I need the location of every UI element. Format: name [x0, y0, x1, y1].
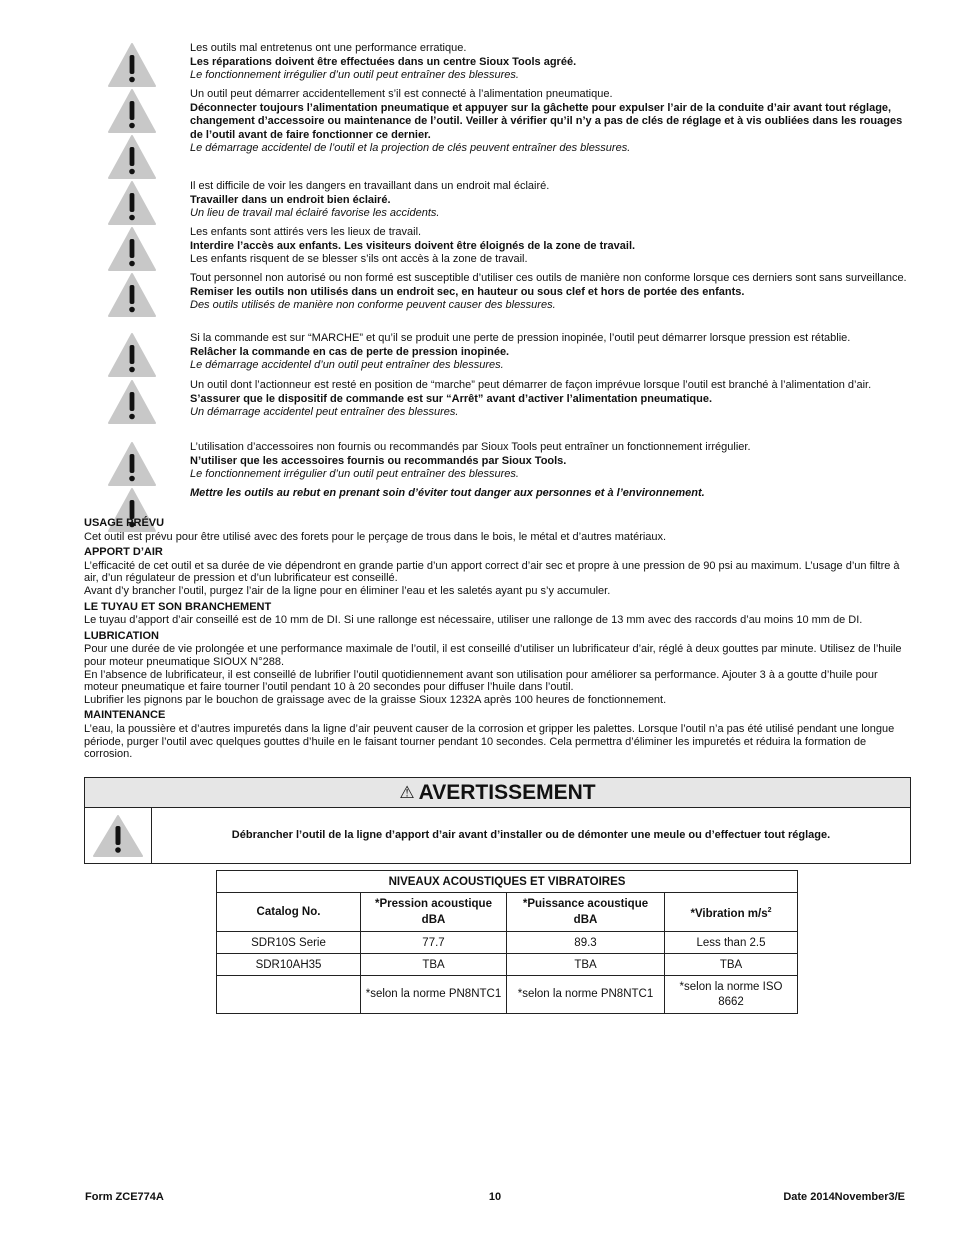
warning-item — [106, 226, 912, 272]
warning-item — [106, 441, 912, 487]
table-title: NIVEAUX ACOUSTIQUES ET VIBRATOIRES — [217, 871, 798, 893]
avertissement-title: AVERTISSEMENT — [418, 780, 596, 804]
section-heading: MAINTENANCE — [84, 709, 166, 722]
footer-date: Date 2014November3/E — [783, 1191, 905, 1203]
table-cell: *selon la norme ISO 8662 — [665, 976, 798, 1014]
warning-line: Mettre les outils au rebut en prenant soin d’éviter tout danger aux personnes et à l’environnement. — [190, 487, 705, 499]
section-paragraph: Cet outil est prévu pour être utilisé avec des forets pour le perçage de trous dans le bois, le métal et d’autres matériaux. — [84, 530, 667, 543]
section-paragraph: En l’absence de lubrificateur, il est conseillé de lubrifier l’outil quotidiennement avant son utilisation pour améliorer sa performance. Ajouter 3 à a goutte d’huile pour moteur pneumatique et faire tourner l’outil pendant 10 à 20 secondes pour diffuser l’huile dans l’outil. — [84, 668, 878, 694]
caution-icon — [106, 226, 158, 272]
warning-line: Le fonctionnement irrégulier d’un outil peut entraîner des blessures. — [190, 69, 519, 82]
caution-icon — [106, 42, 158, 88]
sound-vibration-table — [216, 870, 798, 1014]
warning-line: Relâcher la commande en cas de perte de pression inopinée. — [190, 345, 510, 358]
warning-line: Un lieu de travail mal éclairé favorise les accidents. — [190, 207, 440, 220]
footer-form: Form ZCE774A — [85, 1191, 164, 1203]
table-cell: TBA — [361, 954, 507, 976]
table-cell: SDR10S Serie — [217, 932, 361, 954]
caution-icon — [106, 379, 158, 425]
warning-line: Le fonctionnement irrégulier d’un outil peut entraîner des blessures. — [190, 468, 519, 481]
warning-line: Le démarrage accidentel d’un outil peut entraîner des blessures. — [190, 359, 504, 372]
table-cell: *selon la norme PN8NTC1 — [507, 976, 665, 1014]
warning-line: Des outils utilisés de manière non conforme peuvent causer des blessures. — [190, 299, 556, 312]
warning-item — [106, 272, 912, 332]
avertissement-header — [85, 778, 910, 808]
warning-line: Un démarrage accidentel peut entraîner des blessures. — [190, 406, 459, 419]
caution-icon — [106, 88, 158, 180]
warning-item — [106, 88, 912, 180]
warning-line: Remiser les outils non utilisés dans un endroit sec, en hauteur ou sous clef et hors de portée des enfants. — [190, 285, 745, 298]
section-paragraph: Avant d’y brancher l’outil, purgez l’air de la ligne pour en éliminer l’eau et les saletés ayant pu s’y accumuler. — [84, 584, 611, 597]
section-heading: LUBRICATION — [84, 629, 159, 642]
section-heading: LE TUYAU ET SON BRANCHEMENT — [84, 600, 272, 613]
warning-line: S’assurer que le dispositif de commande est sur “Arrêt” avant d’activer l’alimentation pneumatique. — [190, 392, 713, 405]
section-paragraph: Pour une durée de vie prolongée et une performance maximale de l’outil, il est conseillé d’utiliser un lubrificateur d’air, réglé à deux gouttes par minute. Utilisez de l’huile pour moteur pneumatique SIOUX N°288. — [84, 643, 902, 668]
caution-icon — [85, 808, 152, 863]
table-cell: TBA — [507, 954, 665, 976]
warning-line: Un outil dont l’actionneur est resté en position de “marche” peut démarrer de façon imprévue lorsque l’outil est branché à l’alimentation d’air. — [190, 379, 872, 391]
table-row — [217, 932, 798, 954]
caution-icon — [106, 441, 158, 487]
caution-icon — [106, 332, 158, 378]
warning-line: Si la commande est sur “MARCHE” et qu’il se produit une perte de pression inopinée, l’outil peut démarrer lorsque pression est rétablie. — [190, 332, 851, 344]
warning-item — [106, 42, 912, 88]
warning-line: Travailler dans un endroit bien éclairé. — [190, 193, 391, 206]
section-paragraph: Le tuyau d’apport d’air conseillé est de 10 mm de DI. Si une rallonge est nécessaire, utiliser une rallonge de 13 mm avec des raccords d’au moins 10 mm de DI. — [84, 614, 863, 627]
section-paragraph: L’efficacité de cet outil et sa durée de vie dépendront en grande partie d’un apport correct d’air sec et propre à une pression de 90 psi au maximum. L’usage d’un filtre à air, d’un régulateur de pression et d’un lubrificateur est conseillé. — [84, 559, 900, 585]
warning-line: Les outils mal entretenus ont une performance erratique. — [190, 42, 467, 54]
warning-line: Les réparations doivent être effectuées dans un centre Sioux Tools agréé. — [190, 55, 577, 68]
warning-line: Interdire l’accès aux enfants. Les visiteurs doivent être éloignés de la zone de travail. — [190, 239, 636, 252]
footer-page-number: 10 — [488, 1191, 502, 1203]
table-cell: Less than 2.5 — [665, 932, 798, 954]
warning-line: Tout personnel non autorisé ou non formé est susceptible d’utiliser ces outils de manière non conforme lorsque ces derniers sont sans surveillance. — [190, 272, 907, 284]
table-row — [217, 954, 798, 976]
table-cell: SDR10AH35 — [217, 954, 361, 976]
warning-line: Les enfants risquent de se blesser s’ils ont accès à la zone de travail. — [190, 253, 528, 266]
section-paragraph: Lubrifier les pignons par le bouchon de graissage avec de la graisse Sioux 1232A après 100 heures de fonctionnement. — [84, 693, 667, 706]
caution-icon — [106, 180, 158, 226]
col-header-catalog: Catalog No. — [217, 893, 361, 932]
warning-line: N’utiliser que les accessoires fournis ou recommandés par Sioux Tools. — [190, 454, 567, 467]
col-header-puissance: *Puissance acoustique dBA — [507, 893, 665, 932]
avertissement-box — [84, 777, 911, 864]
warning-line: Le démarrage accidentel de l’outil et la projection de clés peuvent entraîner des blessures. — [190, 142, 631, 155]
caution-icon — [106, 272, 158, 318]
table-cell — [217, 976, 361, 1014]
col-header-vibration: *Vibration $m/s^2$ — [665, 893, 798, 932]
section-heading: USAGE PRÉVU — [84, 517, 165, 529]
avertissement-text: Débrancher l’outil de la ligne d’apport d’air avant d’installer ou de démonter une meule ou d’effectuer tout réglage. — [231, 828, 831, 841]
table-cell: TBA — [665, 954, 798, 976]
col-header-pression: *Pression acoustique dBA — [361, 893, 507, 932]
warning-line: Déconnecter toujours l’alimentation pneumatique et appuyer sur la gâchette pour expulser l’air de la conduite d’air avant tout réglage, changement d’accessoire ou maintenance de l’outil. Veiller à vérifier qu’il n’y a pas de clés de réglage et à vis oubliées dans les rouages de l’outil avant de faire fonctionner ce dernier. — [190, 101, 903, 141]
section-paragraph: L’eau, la poussière et d’autres impuretés dans la ligne d’air peuvent causer de la corrosion et gripper les palettes. Lorsque l’outil n’a pas été utilisé pendant une longue période, purger l’outil avec quelques gouttes d’huile en le faisant tourner pendant 10 secondes. Cela permettra d’éliminer les impuretés et réduira la formation de corrosion. — [84, 722, 895, 761]
warning-line: Un outil peut démarrer accidentellement s’il est connecté à l’alimentation pneumatique. — [190, 88, 613, 100]
section-heading: APPORT D’AIR — [84, 546, 163, 559]
table-cell: *selon la norme PN8NTC1 — [361, 976, 507, 1014]
warning-line: L’utilisation d’accessoires non fournis ou recommandés par Sioux Tools peut entraîner un fonctionnement irrégulier. — [190, 441, 751, 453]
warning-item — [106, 332, 912, 379]
table-cell: 89.3 — [507, 932, 665, 954]
info-sections — [84, 517, 912, 761]
warning-triangle-icon: ⚠ — [399, 782, 415, 802]
warning-line: Il est difficile de voir les dangers en travaillant dans un endroit mal éclairé. — [190, 180, 550, 192]
table-cell: 77.7 — [361, 932, 507, 954]
warning-item — [106, 180, 912, 226]
warning-item — [106, 379, 912, 441]
safety-warnings-list — [106, 42, 912, 533]
warning-line: Les enfants sont attirés vers les lieux de travail. — [190, 226, 422, 238]
table-row-notes — [217, 976, 798, 1014]
